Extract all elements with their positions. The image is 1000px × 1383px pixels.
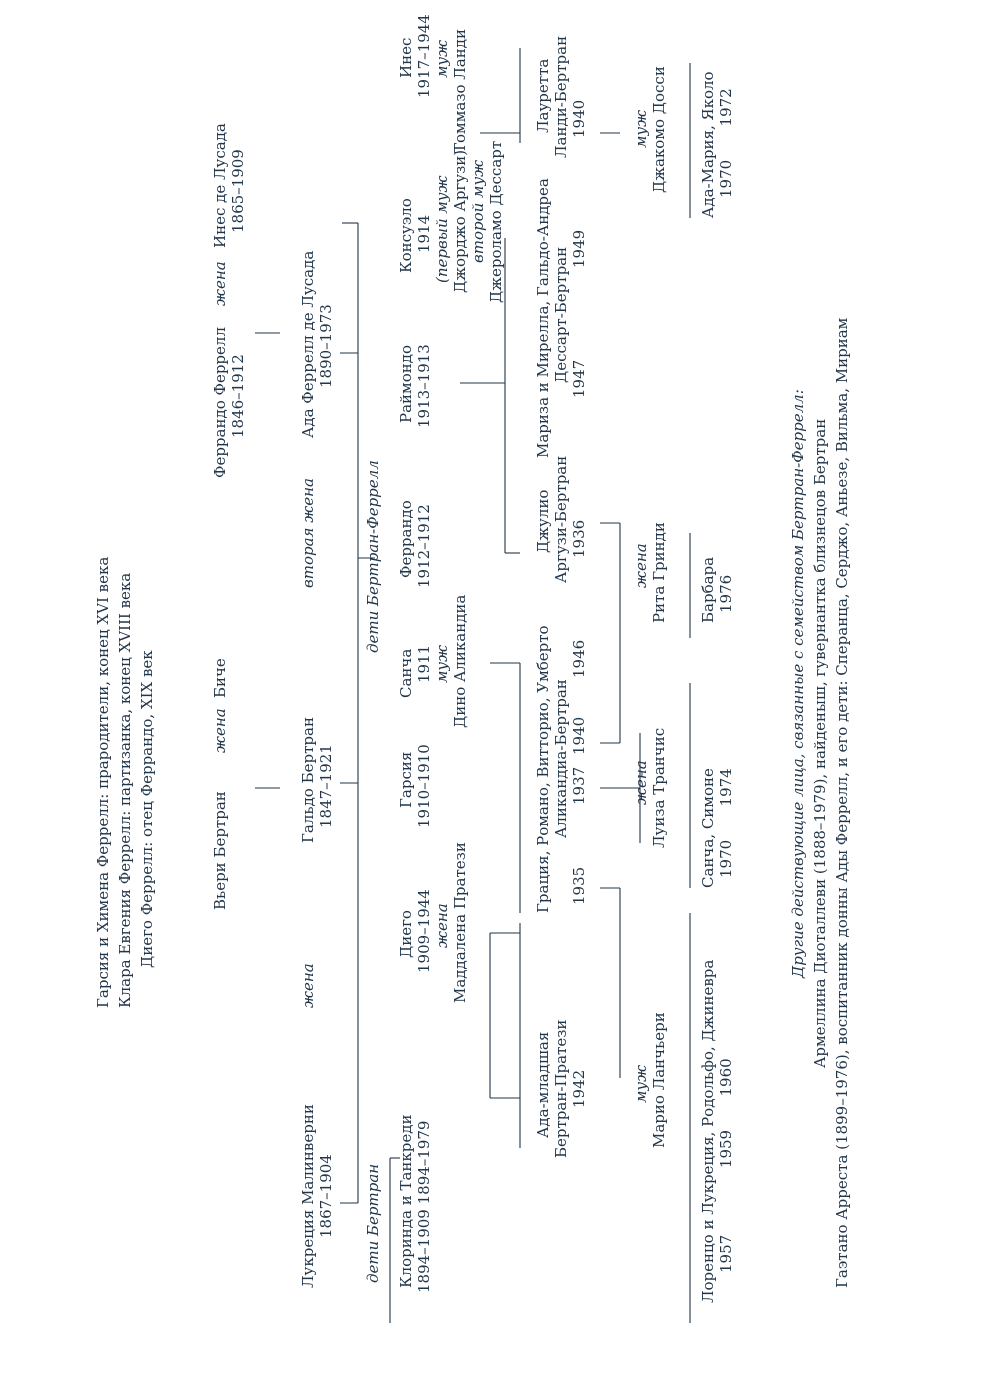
sancha-husband: Дино Аликандиа [451, 594, 469, 728]
twins-name: Клоринда и Танкреди [397, 1114, 415, 1288]
lauretta-name: Лауретта [534, 58, 552, 133]
consuelo-second-husband: Джероламо Дессарт [487, 140, 505, 303]
sancha-simone-years: 1970 1974 [717, 768, 735, 878]
galdo-andrea-year: 1949 [570, 229, 588, 268]
header-line-clara: Клара Евгения Феррелл: партизанка, конец XVIII века [116, 572, 134, 1008]
garcia-years: 1910–1910 [415, 744, 433, 828]
giulio-surname: Аргузи-Бертран [552, 455, 570, 583]
raimondo-years: 1913–1913 [415, 344, 433, 428]
luiza-relation: жена [632, 760, 650, 805]
sancha-year: 1911 [415, 644, 433, 683]
ines-jr-husband: Томмазо Ланди [451, 29, 469, 153]
diego-relation: жена [433, 903, 451, 948]
galdo-years: 1847–1921 [317, 744, 335, 828]
ferrando-jr-years: 1912–1912 [415, 504, 433, 588]
ines-jr-years: 1917–1944 [415, 14, 433, 98]
ines-jr-relation: муж [433, 39, 451, 78]
luiza-tranchis: Луиза Транчис [650, 727, 668, 848]
ferrando-name: Феррандо Феррелл [211, 327, 229, 478]
ines-jr-name: Инес [397, 37, 415, 78]
sancha-relation: муж [433, 644, 451, 683]
barbara-year: 1976 [717, 574, 735, 613]
galdo-name: Гальдо Бертран [299, 717, 317, 843]
children-bertran-ferrell-label: дети Бертран-Феррелл [364, 460, 382, 653]
footer-title: Другие действующие лица, связанные с семейством Бертран-Феррелл: [789, 389, 807, 978]
header-line-diego: Диего Феррелл: отец Феррандо, XIX век [138, 650, 156, 968]
umberto-year: 1946 [570, 639, 588, 678]
ada-ferrell-years: 1890–1973 [317, 304, 335, 388]
alicandia-children: Грация, Романо, Витторио, Умберто [534, 625, 552, 913]
giacomo-relation: муж [632, 109, 650, 148]
giacomo-dossi: Джакомо Досси [650, 66, 668, 193]
consuelo-first-husband-label: (первый муж [433, 175, 451, 283]
consuelo-year: 1914 [415, 214, 433, 253]
rita-relation: жена [632, 543, 650, 588]
biche-name: Биче [211, 658, 229, 698]
lucrezia-years: 1867–1904 [317, 1154, 335, 1238]
mario-relation: муж [632, 1064, 650, 1103]
ferrando-years: 1846–1912 [229, 354, 247, 438]
ferrando-relation: жена [211, 261, 229, 306]
lucrezia-name: Лукреция Малинверни [299, 1104, 317, 1288]
footer-line-gaetano: Гаэтано Арреста (1899–1976), воспитанник донны Ады Феррелл, и его дети: Сперанца, Серджо, Аньезе, Вильма, Мириам [833, 317, 851, 1288]
vittorio-year: 1940 [570, 716, 588, 755]
ada-ferrell-name: Ада Феррелл де Лусада [299, 250, 317, 438]
rita-grindi: Рита Гринди [650, 522, 668, 623]
alicandia-surname: Аликандиа-Бертран [552, 679, 570, 838]
consuelo-first-husband: Джорджо Аргузи) [451, 149, 469, 293]
consuelo-second-husband-label: второй муж [469, 159, 487, 263]
sancha-name: Санча [397, 648, 415, 698]
ada-maria-iacolo-years: 1970 1972 [717, 88, 735, 198]
romano-year: 1937 [570, 766, 588, 805]
marisa-year: 1947 [570, 359, 588, 398]
lancieri-children-years: 1957 1959 1960 [717, 1058, 735, 1273]
raimondo-name: Раймондо [397, 345, 415, 423]
vieri-relation: жена [211, 708, 229, 753]
footer-line-armellina: Армеллина Диоталлеви (1888–1979), найденыш, гувернантка близнецов Бертран [811, 418, 829, 1068]
sancha-simone: Санча, Симоне [699, 768, 717, 888]
ines-years: 1865–1909 [229, 149, 247, 233]
dessart-surname: Дессарт-Бертран [552, 246, 570, 383]
lancieri-children: Лоренцо и Лукреция, Родольфо, Джиневра [699, 959, 717, 1303]
mario-lancieri: Марио Ланчьери [650, 1012, 668, 1148]
grazia-year: 1935 [570, 866, 588, 905]
diego-years: 1909–1944 [415, 889, 433, 973]
vieri-name: Вьери Бертран [211, 791, 229, 910]
garcia-name: Гарсия [397, 751, 415, 808]
children-bertran-label: дети Бертран [364, 1163, 382, 1283]
lauretta-surname: Ланди-Бертран [552, 35, 570, 158]
giulio-year: 1936 [570, 519, 588, 558]
lucrezia-relation: жена [299, 963, 317, 1008]
ines-name: Инес де Лусада [211, 123, 229, 248]
ada-young-surname: Бертран-Пратези [552, 1019, 570, 1158]
header-line-ancestors: Гарсия и Химена Феррелл: прародители, конец XVI века [94, 556, 112, 1008]
diego-wife: Маддалена Пратези [451, 842, 469, 1003]
twins-years: 1894–1909 1894–1979 [415, 1120, 433, 1293]
ada-young-year: 1942 [570, 1069, 588, 1108]
giulio-name: Джулио [534, 489, 552, 553]
dessart-children: Мариза и Мирелла, Гальдо-Андреа [534, 178, 552, 458]
diego-name: Диего [397, 910, 415, 958]
lauretta-year: 1940 [570, 99, 588, 138]
ada-young-name: Ада-младшая [534, 1031, 552, 1138]
ada-maria-iacolo: Ада-Мария, Яколо [699, 71, 717, 218]
barbara-name: Барбара [699, 556, 717, 623]
consuelo-name: Консуэло [397, 198, 415, 273]
ada-relation: вторая жена [299, 478, 317, 588]
ferrando-jr-name: Феррандо [397, 500, 415, 578]
